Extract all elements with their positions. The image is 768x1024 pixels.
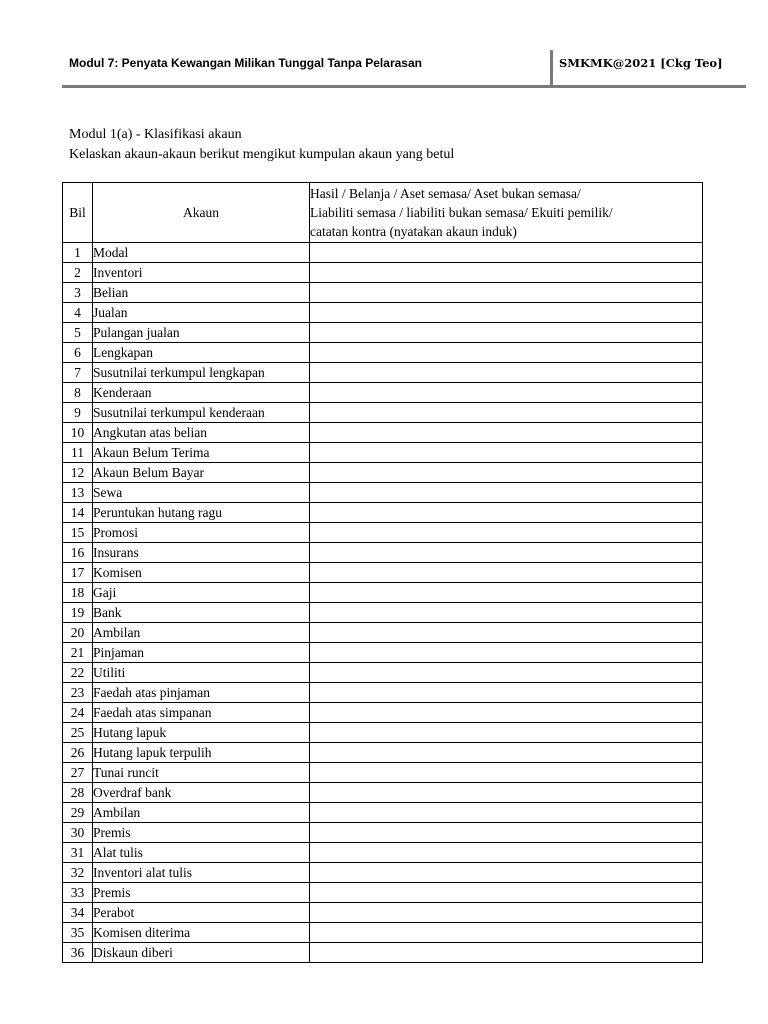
- account-name: Modal: [93, 243, 310, 263]
- account-name: Promosi: [93, 523, 310, 543]
- table-row: [63, 823, 703, 843]
- account-name: Insurans: [93, 543, 310, 563]
- classification-answer-cell[interactable]: [310, 823, 703, 843]
- row-number: 21: [63, 643, 93, 663]
- row-number: 4: [63, 303, 93, 323]
- table-row: [63, 603, 703, 623]
- row-number: 10: [63, 423, 93, 443]
- classification-answer-cell[interactable]: [310, 483, 703, 503]
- account-name: Alat tulis: [93, 843, 310, 863]
- table-row: [63, 843, 703, 863]
- table-row: [63, 243, 703, 263]
- table-row: [63, 283, 703, 303]
- classification-answer-cell[interactable]: [310, 683, 703, 703]
- classification-answer-cell[interactable]: [310, 423, 703, 443]
- table-row: [63, 703, 703, 723]
- table-row: [63, 503, 703, 523]
- table-row: [63, 563, 703, 583]
- classification-answer-cell[interactable]: [310, 543, 703, 563]
- row-number: 19: [63, 603, 93, 623]
- header-divider: [550, 50, 553, 88]
- classification-answer-cell[interactable]: [310, 383, 703, 403]
- classification-answer-cell[interactable]: [310, 763, 703, 783]
- row-number: 26: [63, 743, 93, 763]
- table-row: [63, 403, 703, 423]
- table-row: [63, 663, 703, 683]
- row-number: 7: [63, 363, 93, 383]
- row-number: 36: [63, 943, 93, 963]
- column-header-classification: [310, 183, 703, 243]
- classification-answer-cell[interactable]: [310, 443, 703, 463]
- row-number: 8: [63, 383, 93, 403]
- account-name: Jualan: [93, 303, 310, 323]
- row-number: 23: [63, 683, 93, 703]
- classification-answer-cell[interactable]: [310, 723, 703, 743]
- classification-answer-cell[interactable]: [310, 923, 703, 943]
- row-number: 11: [63, 443, 93, 463]
- account-name: Ambilan: [93, 623, 310, 643]
- table-row: [63, 263, 703, 283]
- row-number: 15: [63, 523, 93, 543]
- row-number: 32: [63, 863, 93, 883]
- table-row: [63, 783, 703, 803]
- account-classification-table: [62, 182, 703, 963]
- table-row: [63, 523, 703, 543]
- classification-answer-cell[interactable]: [310, 883, 703, 903]
- row-number: 1: [63, 243, 93, 263]
- row-number: 9: [63, 403, 93, 423]
- row-number: 24: [63, 703, 93, 723]
- account-name: Perabot: [93, 903, 310, 923]
- classification-header-line: Hasil / Belanja / Aset semasa/ Aset bukan semasa/: [310, 186, 581, 201]
- classification-answer-cell[interactable]: [310, 803, 703, 823]
- table-row: [63, 463, 703, 483]
- table-row: [63, 683, 703, 703]
- table-row: [63, 583, 703, 603]
- row-number: 33: [63, 883, 93, 903]
- classification-answer-cell[interactable]: [310, 743, 703, 763]
- instructions: [69, 125, 454, 165]
- classification-answer-cell[interactable]: [310, 783, 703, 803]
- classification-answer-cell[interactable]: [310, 563, 703, 583]
- table-row: [63, 923, 703, 943]
- classification-answer-cell[interactable]: [310, 243, 703, 263]
- column-header-akaun: Akaun: [93, 183, 310, 243]
- account-name: Komisen diterima: [93, 923, 310, 943]
- row-number: 28: [63, 783, 93, 803]
- table-header-row: [63, 183, 703, 243]
- account-name: Inventori: [93, 263, 310, 283]
- account-name: Premis: [93, 883, 310, 903]
- account-name: Premis: [93, 823, 310, 843]
- row-number: 29: [63, 803, 93, 823]
- row-number: 12: [63, 463, 93, 483]
- classification-answer-cell[interactable]: [310, 903, 703, 923]
- account-name: Hutang lapuk: [93, 723, 310, 743]
- table-row: [63, 543, 703, 563]
- table-row: [63, 343, 703, 363]
- account-name: Susutnilai terkumpul lengkapan: [93, 363, 310, 383]
- classification-answer-cell[interactable]: [310, 863, 703, 883]
- account-name: Akaun Belum Terima: [93, 443, 310, 463]
- account-name: Diskaun diberi: [93, 943, 310, 963]
- module-title: Modul 7: Penyata Kewangan Milikan Tunggal Tanpa Pelarasan: [69, 56, 422, 70]
- classification-header-line: Liabiliti semasa / liabiliti bukan semasa/ Ekuiti pemilik/: [310, 205, 613, 220]
- row-number: 18: [63, 583, 93, 603]
- account-name: Akaun Belum Bayar: [93, 463, 310, 483]
- table-row: [63, 863, 703, 883]
- row-number: 27: [63, 763, 93, 783]
- row-number: 2: [63, 263, 93, 283]
- column-header-bil: Bil: [63, 183, 93, 243]
- account-name: Angkutan atas belian: [93, 423, 310, 443]
- account-name: Gaji: [93, 583, 310, 603]
- classification-answer-cell[interactable]: [310, 523, 703, 543]
- header-rule: [62, 85, 746, 88]
- classification-answer-cell[interactable]: [310, 663, 703, 683]
- account-name: Pulangan jualan: [93, 323, 310, 343]
- table-row: [63, 303, 703, 323]
- account-name: Hutang lapuk terpulih: [93, 743, 310, 763]
- section-title: Modul 1(a) - Klasifikasi akaun: [69, 127, 242, 142]
- row-number: 25: [63, 723, 93, 743]
- classification-answer-cell[interactable]: [310, 463, 703, 483]
- classification-answer-cell[interactable]: [310, 583, 703, 603]
- table-row: [63, 743, 703, 763]
- table-row: [63, 483, 703, 503]
- classification-header-line: catatan kontra (nyatakan akaun induk): [310, 224, 517, 239]
- table-row: [63, 443, 703, 463]
- classification-answer-cell[interactable]: [310, 343, 703, 363]
- table-row: [63, 803, 703, 823]
- account-name: Utiliti: [93, 663, 310, 683]
- table-row: [63, 723, 703, 743]
- row-number: 30: [63, 823, 93, 843]
- table-row: [63, 883, 703, 903]
- row-number: 5: [63, 323, 93, 343]
- classification-answer-cell[interactable]: [310, 603, 703, 623]
- instruction-text: Kelaskan akaun-akaun berikut mengikut kumpulan akaun yang betul: [69, 147, 455, 162]
- account-name: Lengkapan: [93, 343, 310, 363]
- account-name: Inventori alat tulis: [93, 863, 310, 883]
- classification-answer-cell[interactable]: [310, 843, 703, 863]
- table-row: [63, 423, 703, 443]
- table-row: [63, 323, 703, 343]
- table-row: [63, 943, 703, 963]
- row-number: 17: [63, 563, 93, 583]
- row-number: 22: [63, 663, 93, 683]
- classification-answer-cell[interactable]: [310, 643, 703, 663]
- row-number: 20: [63, 623, 93, 643]
- account-name: Komisen: [93, 563, 310, 583]
- account-name: Bank: [93, 603, 310, 623]
- account-name: Tunai runcit: [93, 763, 310, 783]
- account-name: Susutnilai terkumpul kenderaan: [93, 403, 310, 423]
- row-number: 6: [63, 343, 93, 363]
- row-number: 16: [63, 543, 93, 563]
- account-name: Peruntukan hutang ragu: [93, 503, 310, 523]
- account-name: Sewa: [93, 483, 310, 503]
- row-number: 35: [63, 923, 93, 943]
- account-name: Pinjaman: [93, 643, 310, 663]
- row-number: 34: [63, 903, 93, 923]
- account-name: Ambilan: [93, 803, 310, 823]
- classification-answer-cell[interactable]: [310, 363, 703, 383]
- row-number: 13: [63, 483, 93, 503]
- classification-answer-cell[interactable]: [310, 323, 703, 343]
- account-name: Faedah atas pinjaman: [93, 683, 310, 703]
- account-name: Kenderaan: [93, 383, 310, 403]
- table-row: [63, 763, 703, 783]
- page-header: [62, 48, 746, 88]
- account-name: Overdraf bank: [93, 783, 310, 803]
- classification-answer-cell[interactable]: [310, 623, 703, 643]
- row-number: 31: [63, 843, 93, 863]
- table-row: [63, 623, 703, 643]
- classification-answer-cell[interactable]: [310, 503, 703, 523]
- row-number: 14: [63, 503, 93, 523]
- classification-answer-cell[interactable]: [310, 283, 703, 303]
- classification-answer-cell[interactable]: [310, 303, 703, 323]
- classification-answer-cell[interactable]: [310, 403, 703, 423]
- table-row: [63, 643, 703, 663]
- table-row: [63, 903, 703, 923]
- table-row: [63, 383, 703, 403]
- account-name: Faedah atas simpanan: [93, 703, 310, 723]
- school-teacher-label: SMKMK@2021 [Ckg Teo]: [559, 56, 723, 70]
- table-row: [63, 363, 703, 383]
- classification-answer-cell[interactable]: [310, 703, 703, 723]
- classification-answer-cell[interactable]: [310, 943, 703, 963]
- row-number: 3: [63, 283, 93, 303]
- account-name: Belian: [93, 283, 310, 303]
- classification-answer-cell[interactable]: [310, 263, 703, 283]
